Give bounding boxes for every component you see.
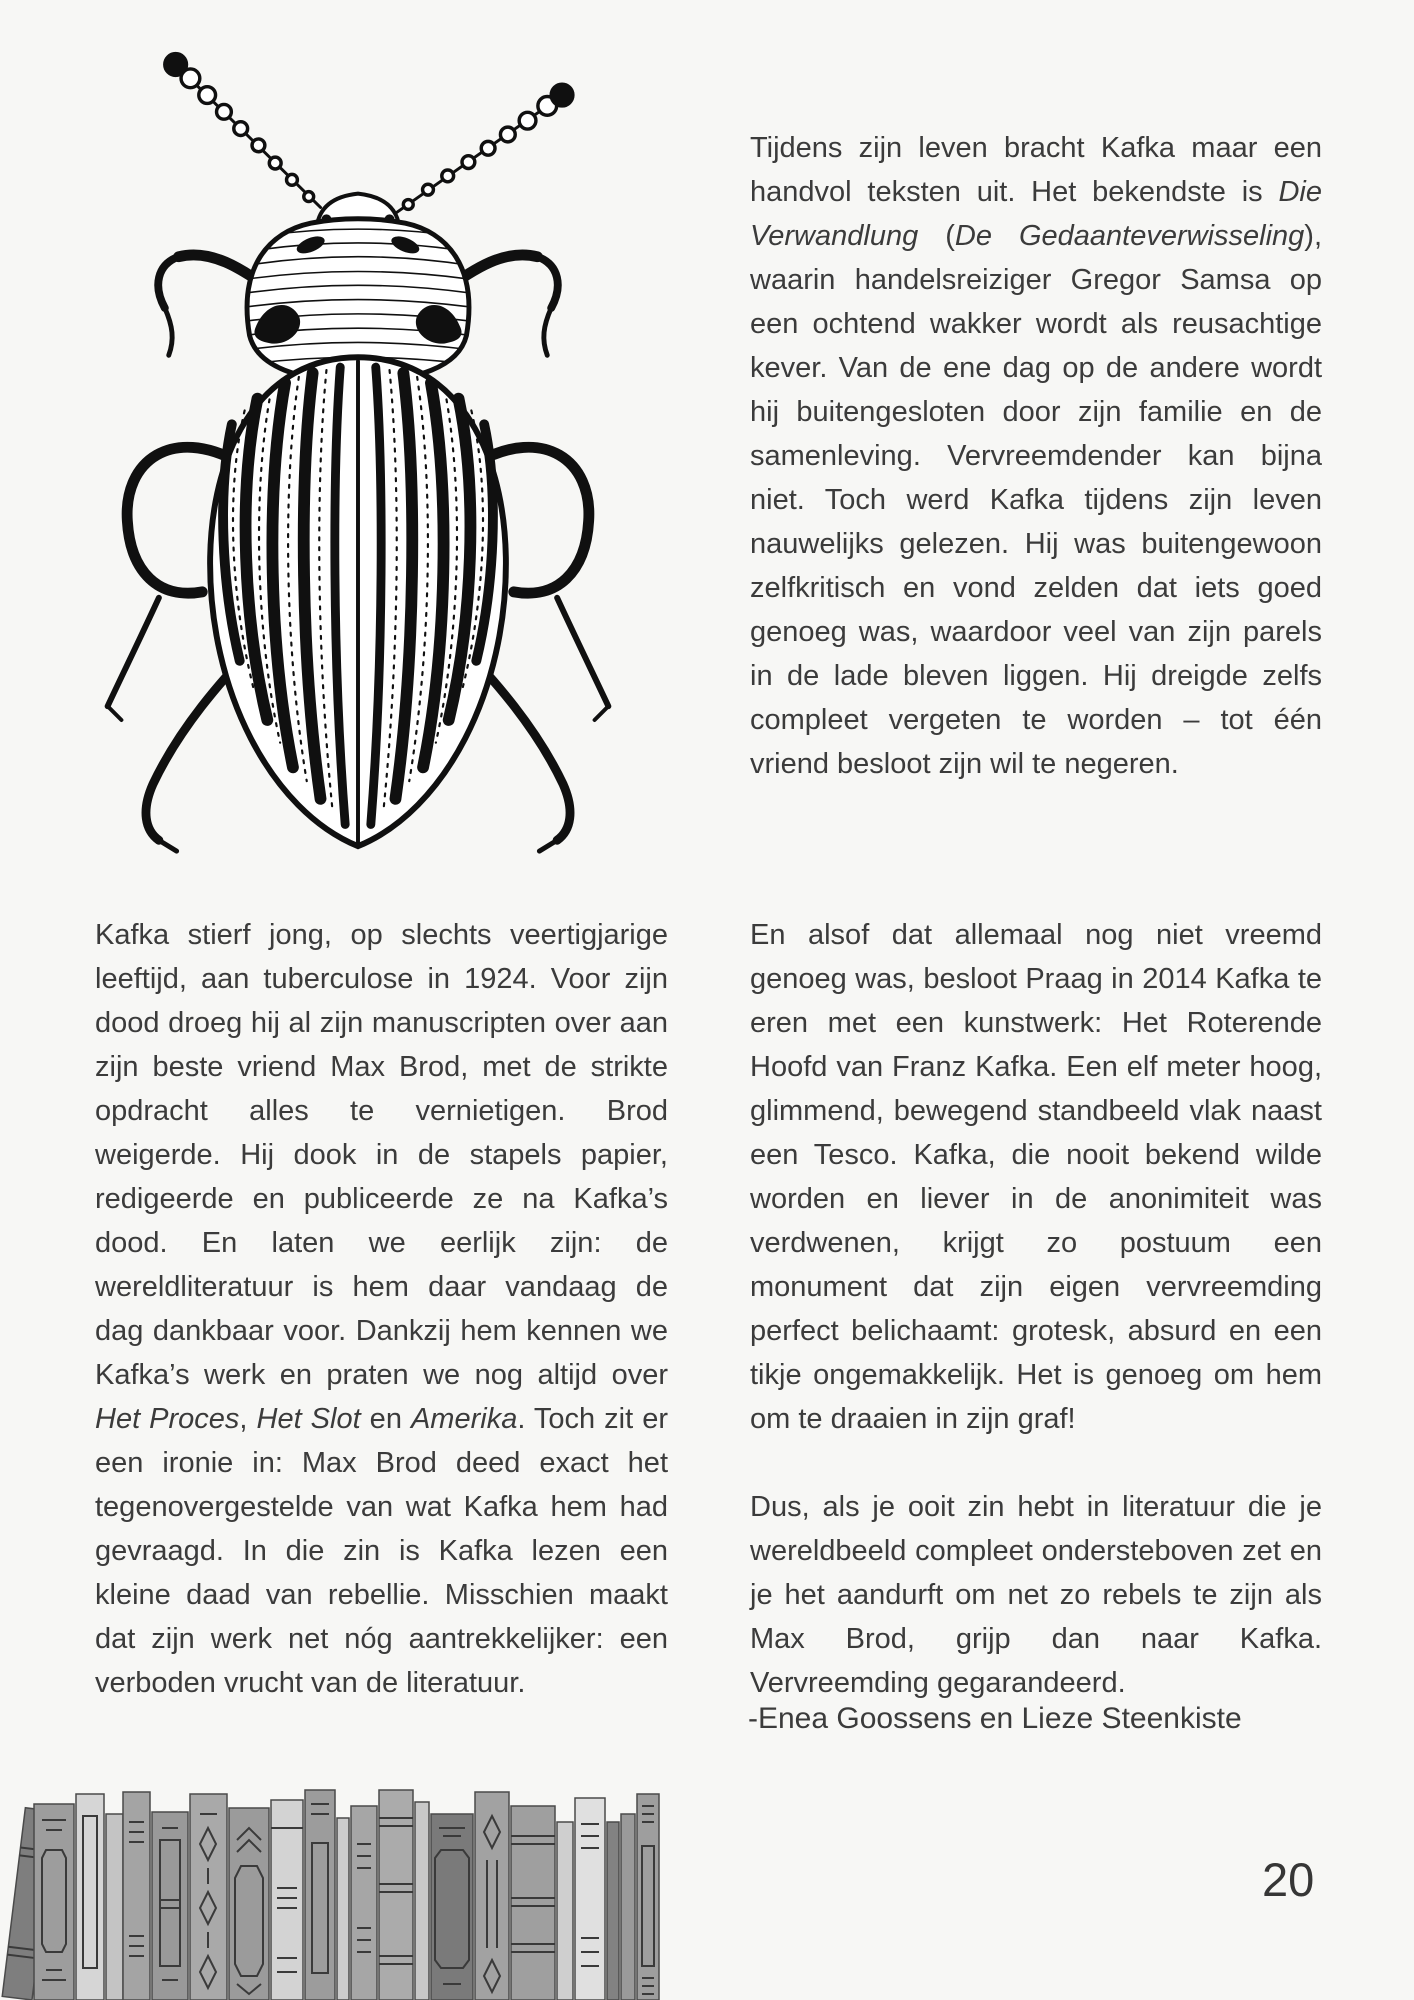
page-number: 20 [1262,1853,1315,1906]
byline: -Enea Goossens en Lieze Steenkiste [748,1702,1242,1735]
left-column-paragraph: Kafka stierf jong, op slechts veertigjarige leeftijd, aan tuberculose in 1924. Voor zijn dood droeg hij al zijn manuscripten over aan zijn beste vriend Max Brod, met de strikte opdracht alles te vernietigen. Brod weigerde. Hij dook in de stapels papier, redigeerde en publiceerde ze na Kafka’s dood. En laten we eerlijk zijn: de wereldliteratuur is hem daar vandaag de dag dankbaar voor. Dankzij hem kennen we Kafka’s werk en praten we nog altijd over Het Proces, Het Slot en Amerika. Toch zit er een ironie in: Max Brod deed exact het tegenovergestelde van wat Kafka hem had gevraagd. In die zin is Kafka lezen een kleine daad van rebellie. Misschien maakt dat zijn werk net nóg aantrekkelijker: een verboden vrucht van de literatuur. [95,919,668,1699]
book-spines-illustration [0,1788,660,2000]
intro-paragraph: Tijdens zijn leven bracht Kafka maar een handvol teksten uit. Het bekendste is Die Verwandlung (De Gedaanteverwisseling), waarin handelsreiziger Gregor Samsa op een ochtend wakker wordt als reusachtige kever. Van de ene dag op de andere wordt hij buitengesloten door zijn familie en de samenleving. Vervreemdender kan bijna niet. Toch werd Kafka tijdens zijn leven nauwelijks gelezen. Hij was buitengewoon zelfkritisch en vond zelden dat iets goed genoeg was, waardoor veel van zijn parels in de lade bleven liggen. Hij dreigde zelfs compleet vergeten te worden – tot één vriend besloot zijn wil te negeren. [750,132,1322,780]
right-column-paragraph-2: Dus, als je ooit zin hebt in literatuur die je wereldbeeld compleet ondersteboven zet en je het aandurft om net zo rebels te zijn als Max Brod, grijp dan naar Kafka. Vervreemding gegarandeerd. [750,1491,1322,1699]
beetle-svg [62,30,654,858]
right-column-paragraph-1: En alsof dat allemaal nog niet vreemd genoeg was, besloot Praag in 2014 Kafka te eren met een kunstwerk: Het Roterende Hoofd van Franz Kafka. Een elf meter hoog, glimmend, bewegend standbeeld vlak naast een Tesco. Kafka, die nooit bekend wilde worden en liever in de anonimiteit was verdwenen, krijgt zo postuum een monument dat zijn eigen vervreemding perfect belichaamt: grotesk, absurd en een tikje ongemakkelijk. Het is genoeg om hem om te draaien in zijn graf! [750,919,1322,1435]
book-spines-svg [0,1788,660,2000]
beetle-illustration [62,30,654,858]
